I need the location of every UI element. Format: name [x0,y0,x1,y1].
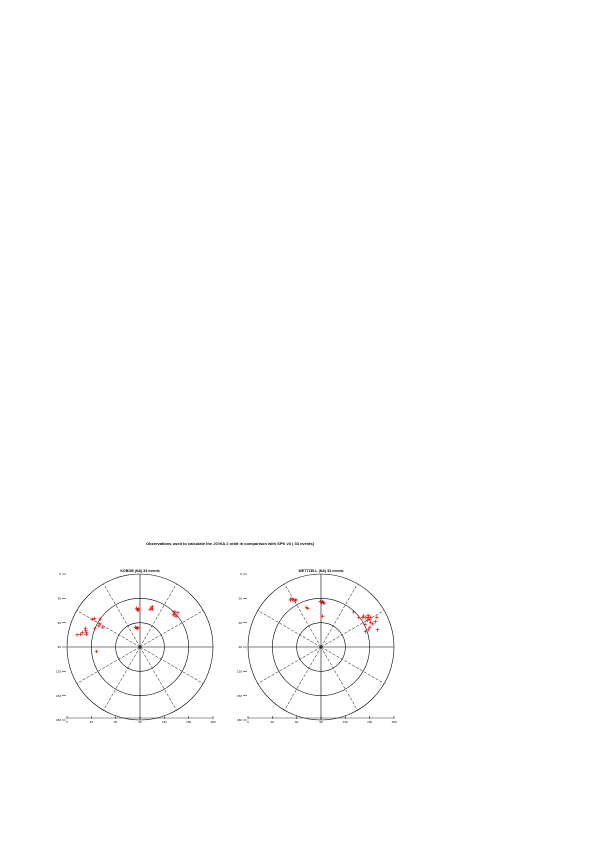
data-point [362,614,366,618]
data-point [84,633,88,637]
y-tick-label: 120 [236,669,242,674]
x-tick-label: 120 [342,720,348,724]
data-point [93,617,97,621]
data-point [375,615,379,619]
data-point [136,626,140,630]
polar-chart-right [233,566,397,726]
x-tick-label: 60 [113,720,118,724]
data-point [84,626,88,630]
polar-chart-left [52,566,216,726]
chart-title: KOBOB (NA) 33 events [120,569,160,573]
azimuth-spoke [258,647,321,684]
azimuth-spoke [321,647,358,710]
x-tick-label: 90 [319,720,323,724]
page-title: Observations used to calculate the JOVIA 2 orbit in comparison with SPK v3 ( 33 events) [145,541,315,546]
y-tick-label: 90 [57,645,61,650]
x-tick-label: 90 [138,720,142,724]
data-point [321,614,325,618]
azimuth-spoke [104,584,141,647]
y-tick-label: 60 [57,620,61,625]
azimuth-spoke [77,611,140,648]
data-point [369,616,373,620]
x-tick-label: 180 [391,720,397,724]
x-tick-label: 180 [210,720,216,724]
chart-title: WETTZELL (NA) 33 events [298,569,344,573]
azimuth-spoke [321,611,384,648]
azimuth-spoke [140,611,203,648]
data-point [368,625,372,629]
azimuth-spoke [285,647,322,710]
y-tick-label: 0 [240,572,242,577]
y-tick-label: 120 [55,669,61,674]
azimuth-spoke [140,647,177,710]
data-point [171,613,175,617]
data-point [374,620,378,624]
azimuth-spoke [140,647,203,684]
azimuth-spoke [258,611,321,648]
x-tick-label: 60 [294,720,299,724]
y-tick-label: 30 [57,596,61,601]
data-point [357,616,361,620]
data-point [95,650,99,654]
data-point [352,610,356,614]
azimuth-spoke [104,647,141,710]
azimuth-spoke [77,647,140,684]
data-point [79,633,83,637]
x-tick-label: 120 [161,720,167,724]
data-point [90,618,94,622]
x-tick-label: 0 [66,720,68,724]
y-tick-label: 150 [236,693,242,698]
x-tick-label: 150 [367,720,373,724]
data-point [366,613,370,617]
y-tick-label: 180 [236,718,242,723]
x-tick-label: 150 [186,720,192,724]
y-tick-label: 60 [238,620,242,625]
azimuth-spoke [140,584,177,647]
data-point [75,633,79,637]
y-tick-label: 30 [238,596,242,601]
x-tick-label: 0 [247,720,249,724]
data-point [376,628,380,632]
x-tick-label: 30 [89,720,94,724]
azimuth-spoke [321,647,384,684]
azimuth-spoke [285,584,322,647]
data-point [81,631,85,635]
y-tick-label: 0 [59,572,61,577]
y-tick-label: 180 [55,718,61,723]
azimuth-spoke [321,584,358,647]
y-tick-label: 90 [238,645,242,650]
data-point [93,627,97,631]
x-tick-label: 30 [270,720,275,724]
y-tick-label: 150 [55,693,61,698]
